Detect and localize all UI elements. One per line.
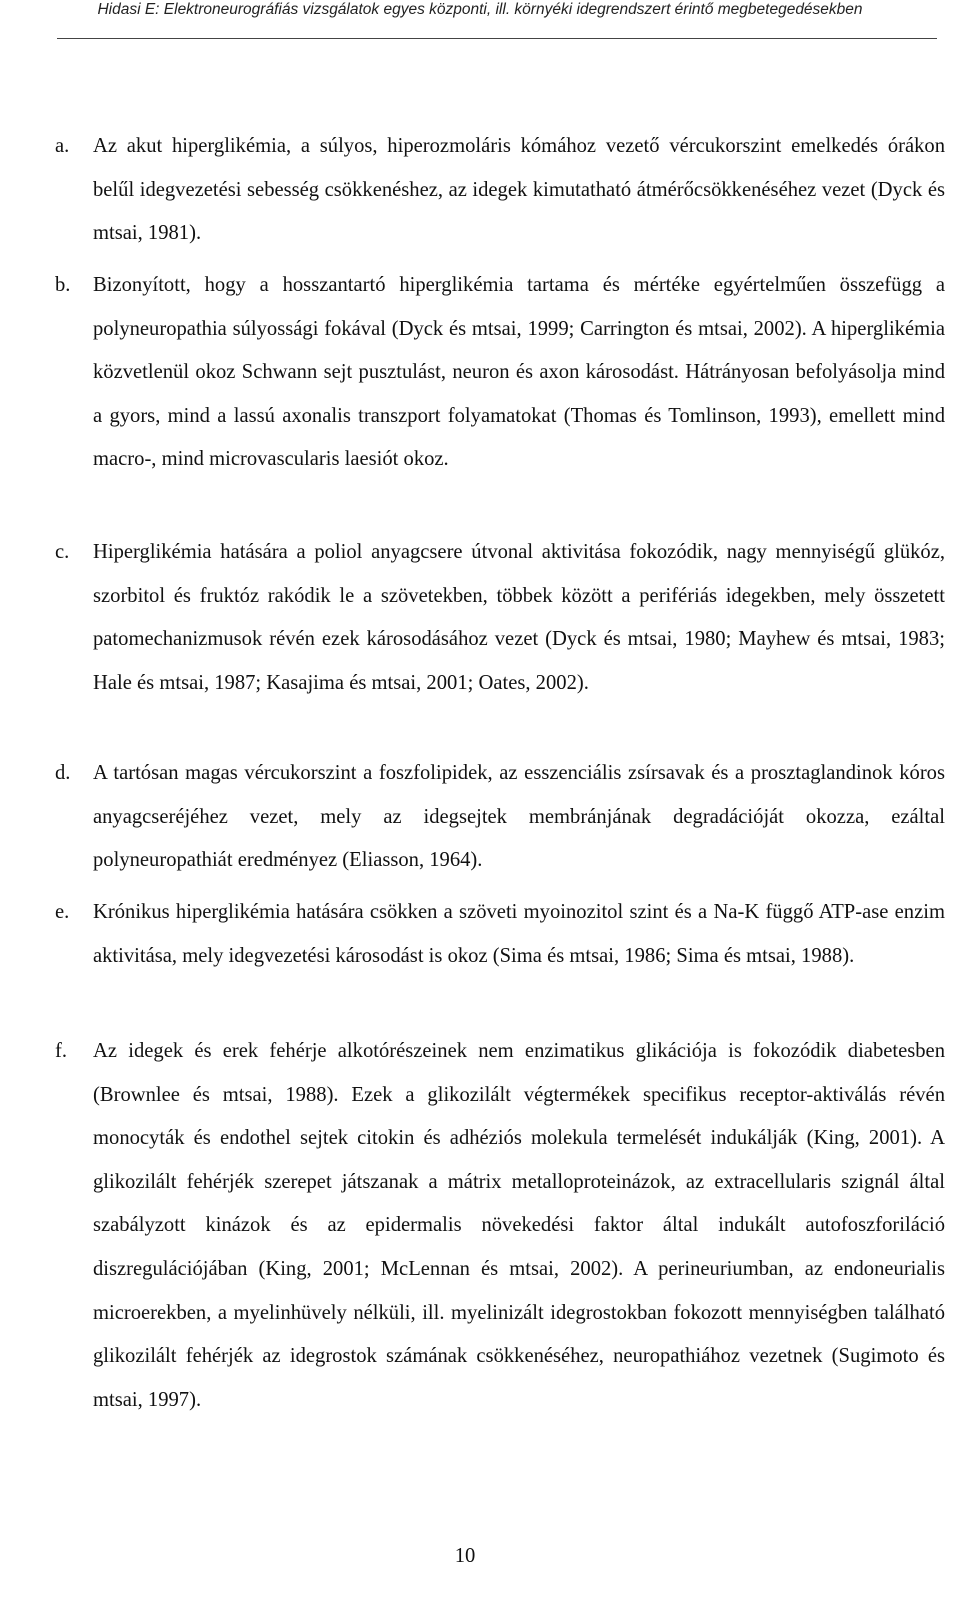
list-item-text: Krónikus hiperglikémia hatására csökken a szöveti myoinozitol szint és a Na-K függő ATP-ase enzim aktivitása, mely idegvezetési károsodást is okoz (Sima és mtsai, 1986; Sima és mtsai, 1988). — [93, 901, 945, 967]
running-header: Hidasi E: Elektroneurográfiás vizsgálatok egyes központi, ill. környéki idegrendszert érintő megbetegedésekben — [97, 1, 863, 18]
list-item-d — [55, 752, 945, 883]
list-marker: f. — [55, 1040, 68, 1062]
list-marker: d. — [55, 762, 71, 784]
list-item-c — [55, 531, 945, 705]
list-item-text: Az idegek és erek fehérje alkotórészeinek nem enzimatikus glikációja is fokozódik diabetesben (Brownlee és mtsai, 1988). Ezek a glikozilált végtermékek specifikus receptor-aktiválás révén monocyták és endothel sejtek citokin és adhéziós molekula termelését indukálják (King, 2001). A glikozilált fehérjék szerepet játszanak a mátrix metalloproteinázok, az extracellularis szignál által szabályzott kinázok és az epidermalis növekedési faktor által indukált autofoszforiláció diszregulációjában (King, 2001; McLennan és mtsai, 2002). A perineuriumban, az endoneurialis microerekben, a myelinhüvely nélküli, ill. myelinizált idegrostokban fokozott mennyiségben található glikozilált fehérjék az idegrostok számának csökkenéséhez, neuropathiához vezetnek (Sugimoto és mtsai, 1997). — [93, 1040, 945, 1411]
list-marker: a. — [55, 135, 70, 157]
page-number: 10 — [454, 1545, 476, 1567]
list-marker: e. — [55, 901, 70, 923]
list-item-text: A tartósan magas vércukorszint a foszfolipidek, az esszenciális zsírsavak és a prosztaglandinok kóros anyagcseréjéhez vezet, mely az idegsejtek membránjának degradációját okozza, ezáltal polyneuropathiát eredményez (Eliasson, 1964). — [93, 762, 945, 872]
list-marker: b. — [55, 274, 71, 296]
list-item-f — [55, 1030, 945, 1422]
list-item-a — [55, 125, 945, 256]
list-marker: c. — [55, 541, 70, 563]
header-divider — [57, 38, 937, 39]
list-item-b — [55, 264, 945, 482]
list-item-text: Hiperglikémia hatására a poliol anyagcsere útvonal aktivitása fokozódik, nagy mennyiségű glükóz, szorbitol és fruktóz rakódik le a szövetekben, többek között a perifériás idegekben, mely összetett patomechanizmusok révén ezek károsodásához vezet (Dyck és mtsai, 1980; Mayhew és mtsai, 1983; Hale és mtsai, 1987; Kasajima és mtsai, 2001; Oates, 2002). — [93, 541, 945, 694]
list-item-text: Az akut hiperglikémia, a súlyos, hiperozmoláris kómához vezető vércukorszint emelkedés órákon belűl idegvezetési sebesség csökkenéshez, az idegek kimutatható átmérőcsökkenéséhez vezet (Dyck és mtsai, 1981). — [93, 135, 945, 245]
list-item-text: Bizonyított, hogy a hosszantartó hiperglikémia tartama és mértéke egyértelműen összefügg a polyneuropathia súlyossági fokával (Dyck és mtsai, 1999; Carrington és mtsai, 2002). A hiperglikémia közvetlenül okoz Schwann sejt pusztulást, neuron és axon károsodást. Hátrányosan befolyásolja mind a gyors, mind a lassú axonalis transzport folyamatokat (Thomas és Tomlinson, 1993), emellett mind macro-, mind microvascularis laesiót okoz. — [93, 274, 945, 471]
list-item-e — [55, 891, 945, 978]
